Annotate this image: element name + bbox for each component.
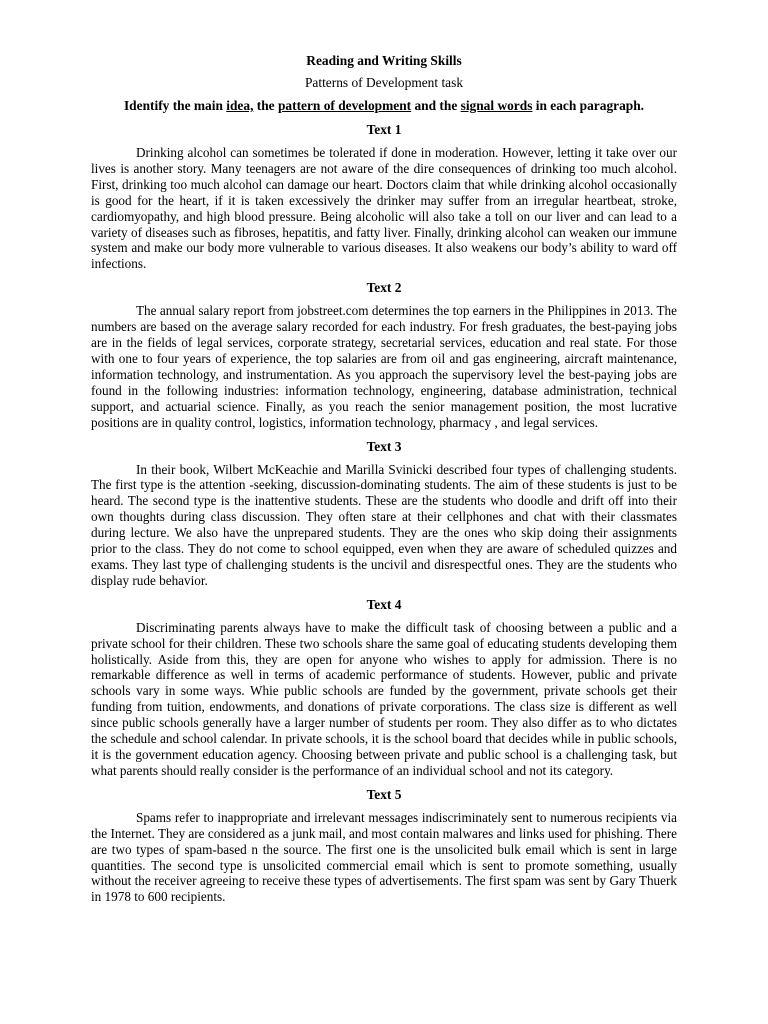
instruction-text-3: and the (411, 98, 461, 113)
text-5-paragraph: Spams refer to inappropriate and irrelevant messages indiscriminately sent to numerous recipients via the Internet. They are considered as a junk mail, and most contain malwares and links used for phishing. There are two types of spam-based n the source. The first one is the unsolicited bulk email which is sent in large quantities. The second type is unsolicited commercial email which is sent to promote something, usually without the receiver agreeing to receive these types of advertisements. The first spam was sent by Gary Thuerk in 1978 to 600 recipients. (91, 809, 677, 905)
instruction-text-2: the (253, 98, 278, 113)
text-2-heading: Text 2 (366, 280, 402, 296)
instruction-text-4: in each paragraph. (532, 98, 645, 113)
text-1-paragraph: Drinking alcohol can sometimes be tolerated if done in moderation. However, letting it take over our lives is another story. Many teenagers are not aware of the dire consequences of drinking too much alcohol. First, drinking too much alcohol can damage our heart. Doctors claim that while drinking alcohol occasionally is good for the heart, if it is taken excessively the drinker may suffer from an irregular heartbeat, stroke, cardiomyopathy, and high blood pressure. Being alcoholic will also take a toll on our liver and can lead to a variety of diseases such as fibroses, hepatitis, and fatty liver. Finally, drinking alcohol can weaken our immune system and make our body more vulnerable to various diseases. It also weakens our body’s ability to ward off infections. (91, 145, 677, 272)
document-title: Reading and Writing Skills (306, 53, 462, 68)
text-3-paragraph: In their book, Wilbert McKeachie and Marilla Svinicki described four types of challenging students. The first type is the attention -seeking, discussion-dominating students. The aim of these students is just to be heard. The second type is the inattentive students. These are the students who doodle and drift off into their own thoughts during class discussion. They often stare at their cellphones and chat with their classmates during lecture. We also have the unprepared students. They are the ones who skip doing their assignments prior to the class. They do not come to school equipped, even when they are aware of scheduled quizzes and exams. They last type of challenging students is the uncivil and disrespectful ones. They are the students who display rude behavior. (91, 461, 677, 588)
instruction-signal-words: signal words (460, 98, 533, 113)
text-5-heading: Text 5 (366, 786, 402, 802)
text-4-heading: Text 4 (366, 596, 402, 612)
instruction-line (91, 97, 677, 115)
instruction-pattern: pattern of development (277, 98, 412, 113)
text-4-paragraph: Discriminating parents always have to make the difficult task of choosing between a public and a private school for their children. These two schools share the same goal of educating students developing them holistically. Aside from this, they are open for anyone who wishes to apply for admission. There is no remarkable difference as well in terms of academic performance of students. However, public and private schools vary in some ways. Whie public schools are funded by the government, private schools get their funding from tuition, endowments, and donations of private corporations. The class size is different as well since public schools generally have a larger number of students per room. They also differ as to who dictates the schedule and school calendar. In private schools, it is the school board that decides while in public schools, it is the government education agency. Choosing between private and public school is a challenging task, but what parents should really consider is the performance of an individual school and not its category. (91, 619, 677, 778)
text-3-heading: Text 3 (366, 438, 402, 454)
instruction-idea: idea, (226, 98, 254, 113)
instruction-text-1: Identify the main (123, 98, 227, 113)
text-1-heading: Text 1 (366, 122, 402, 137)
document-subtitle: Patterns of Development task (304, 75, 464, 90)
text-2-paragraph: The annual salary report from jobstreet.com determines the top earners in the Philippines in 2013. The numbers are based on the average salary recorded for each industry. For fresh graduates, the best-paying jobs are in the fields of legal services, corporate strategy, secretarial services, education and real state. For those with one to four years of experience, the top salaries are from oil and gas engineering, aircraft maintenance, information technology, and instrumentation. As you approach the supervisory level the best-paying jobs are found in the following industries: information technology, engineering, database administration, technical support, and actuarial science. Finally, as you reach the senior management position, the most lucrative positions are in quality control, logistics, information technology, pharmacy , and legal services. (91, 303, 677, 430)
